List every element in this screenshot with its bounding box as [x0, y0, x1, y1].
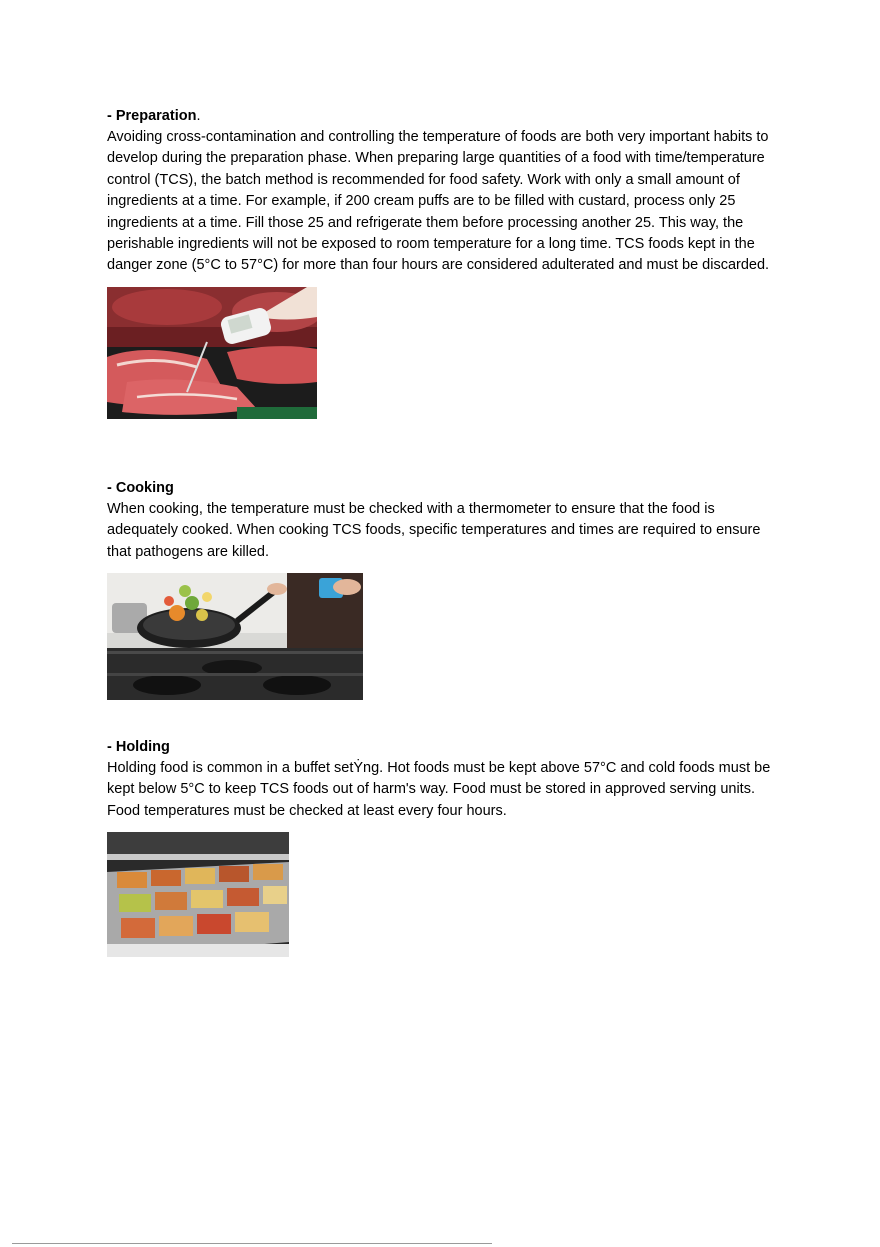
footer-divider: [12, 1243, 492, 1244]
section-body: When cooking, the temperature must be checked with a thermometer to ensure that the food is adequately cooked. When cooking TCS foods, specific temperatures and times are required to ensure that pathogens are killed.: [107, 501, 761, 560]
section-preparation: [107, 106, 773, 419]
section-heading: - Holding: [107, 739, 170, 755]
meat-thermometer-photo: [107, 287, 317, 419]
section-heading: - Cooking: [107, 480, 174, 496]
section-body: Holding food is common in a buffet setẎng. Hot foods must be kept above 57°C and cold foods must be kept below 5°C to keep TCS foods out of harm's way. Food must be stored in approved serving units. Food temperatures must be checked at least every four hours.: [107, 760, 771, 819]
section-holding: [107, 737, 773, 957]
section-body: Avoiding cross-contamination and controlling the temperature of foods are both very important habits to develop during the preparation phase. When preparing large quantities of a food with time/temperature control (TCS), the batch method is recommended for food safety. Work with only a small amount of ingredients at a time. For example, if 200 cream puffs are to be filled with custard, process only 25 ingredients at a time. Fill those 25 and refrigerate them before processing another 25. This way, the perishable ingredients will not be exposed to room temperature for a long time. TCS foods kept in the danger zone (5°C to 57°C) for more than four hours are considered adulterated and must be discarded.: [107, 129, 770, 274]
pan-cooking-photo: [107, 573, 363, 700]
buffet-trays-photo: [107, 832, 289, 957]
section-cooking: [107, 478, 773, 700]
section-heading: - Preparation.: [107, 108, 201, 124]
